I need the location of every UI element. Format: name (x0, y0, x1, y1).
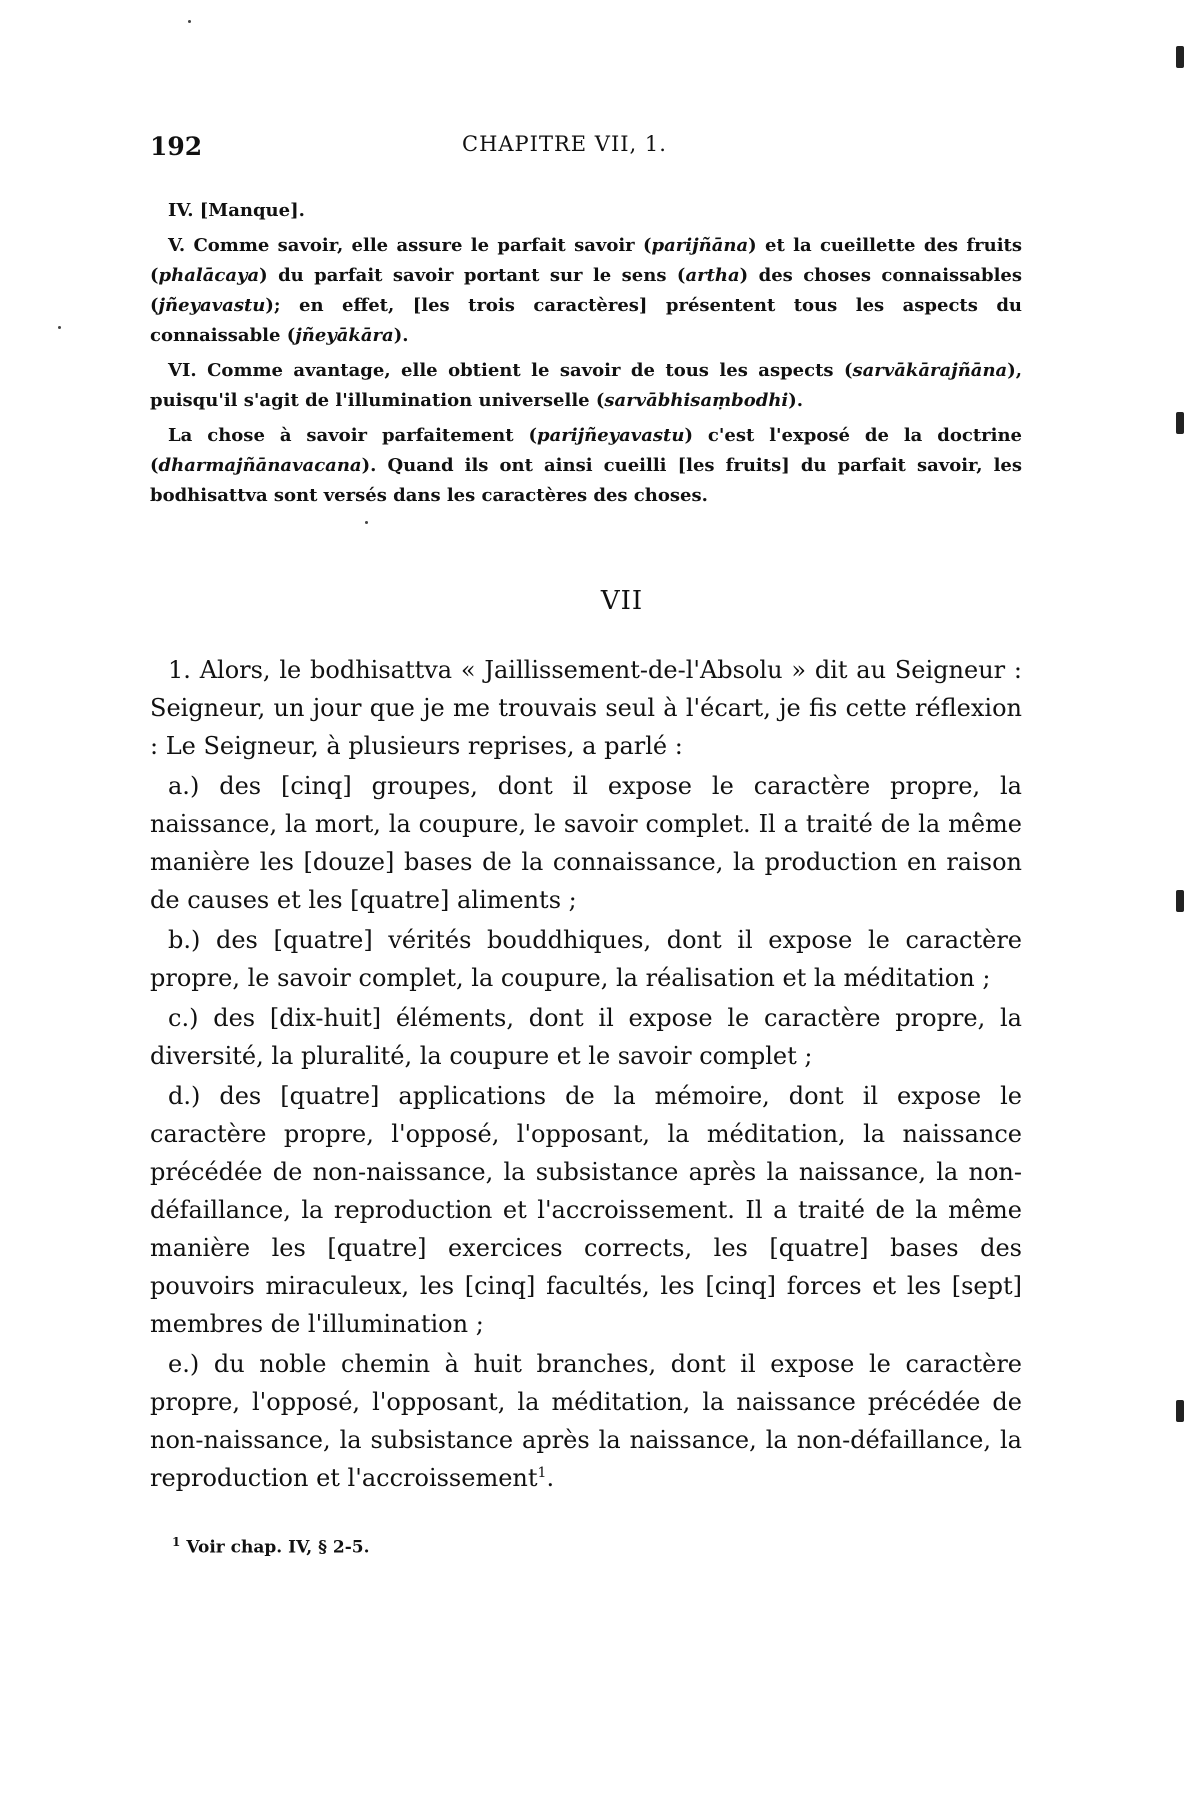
scan-speck (365, 521, 368, 524)
paragraph-e: e.) du noble chemin à huit branches, dont il expose le caractère propre, l'opposé, l'opposant, la méditation, la naissance précédée de non-naissance, la subsistance après la naissance, la non-défaillance, la reproduction et l'accroissement$^1$. (150, 1350, 1022, 1492)
scan-edge-mark (1176, 46, 1184, 68)
chapter-heading: CHAPITRE VII, 1. (462, 132, 667, 156)
footnote-reference[interactable]: 1 (537, 1465, 547, 1481)
paragraph-a: a.) des [cinq] groupes, dont il expose le caractère propre, la naissance, la mort, la coupure, le savoir complet. Il a traité de la même manière les [douze] bases de la connaissance, la production en raison de causes et les [quatre] aliments ; (150, 772, 1022, 914)
scan-edge-mark (1176, 890, 1184, 912)
scan-speck (188, 20, 191, 23)
section-v: V. Comme savoir, elle assure le parfait savoir (parijñāna) et la cueillette des fruits (phalācaya) du parfait savoir portant sur le sens (artha) des choses connaissables (jñeyavastu); en effet, [les trois caractères] présentent tous les aspects du connaissable (jñeyākāra). (150, 235, 1023, 346)
footnote-mark: 1 (172, 1535, 181, 1549)
scan-speck (58, 326, 61, 329)
page-number: 192 (150, 132, 203, 161)
main-text (150, 651, 1022, 1497)
running-head (150, 132, 1030, 168)
section-iv: IV. [Manque]. (168, 200, 305, 221)
section-heading: VII (600, 586, 644, 616)
footnote (172, 1535, 370, 1558)
scan-edge-mark (1176, 412, 1184, 434)
footnote-text: Voir chap. IV, § 2-5. (186, 1537, 370, 1558)
paragraph-1: 1. Alors, le bodhisattva « Jaillissement-de-l'Absolu » dit au Seigneur : Seigneur, un jour que je me trouvais seul à l'écart, je fis cette réflexion : Le Seigneur, à plusieurs reprises, a parlé : (150, 656, 1022, 760)
closing-paragraph: La chose à savoir parfaitement (parijñeyavastu) c'est l'exposé de la doctrine (dharmajñānavacana). Quand ils ont ainsi cueilli [les fruits] du parfait savoir, les bodhisattva sont versés dans les caractères des choses. (150, 425, 1022, 506)
scan-edge-mark (1176, 1400, 1184, 1422)
paragraph-c: c.) des [dix-huit] éléments, dont il expose le caractère propre, la diversité, la pluralité, la coupure et le savoir complet ; (150, 1004, 1022, 1070)
paragraph-d: d.) des [quatre] applications de la mémoire, dont il expose le caractère propre, l'opposé, l'opposant, la méditation, la naissance précédée de non-naissance, la subsistance après la naissance, la non-défaillance, la reproduction et l'accroissement. Il a traité de la même manière les [quatre] exercices corrects, les [quatre] bases des pouvoirs miraculeux, les [cinq] facultés, les [cinq] forces et les [sept] membres de l'illumination ; (150, 1082, 1022, 1338)
section-vi: VI. Comme avantage, elle obtient le savoir de tous les aspects (sarvākārajñāna), puisqu'il s'agit de l'illumination universelle (sarvābhisaṃbodhi). (150, 360, 1022, 411)
commentary-block (150, 196, 1022, 516)
paragraph-b: b.) des [quatre] vérités bouddhiques, dont il expose le caractère propre, le savoir complet, la coupure, la réalisation et la méditation ; (150, 926, 1022, 992)
